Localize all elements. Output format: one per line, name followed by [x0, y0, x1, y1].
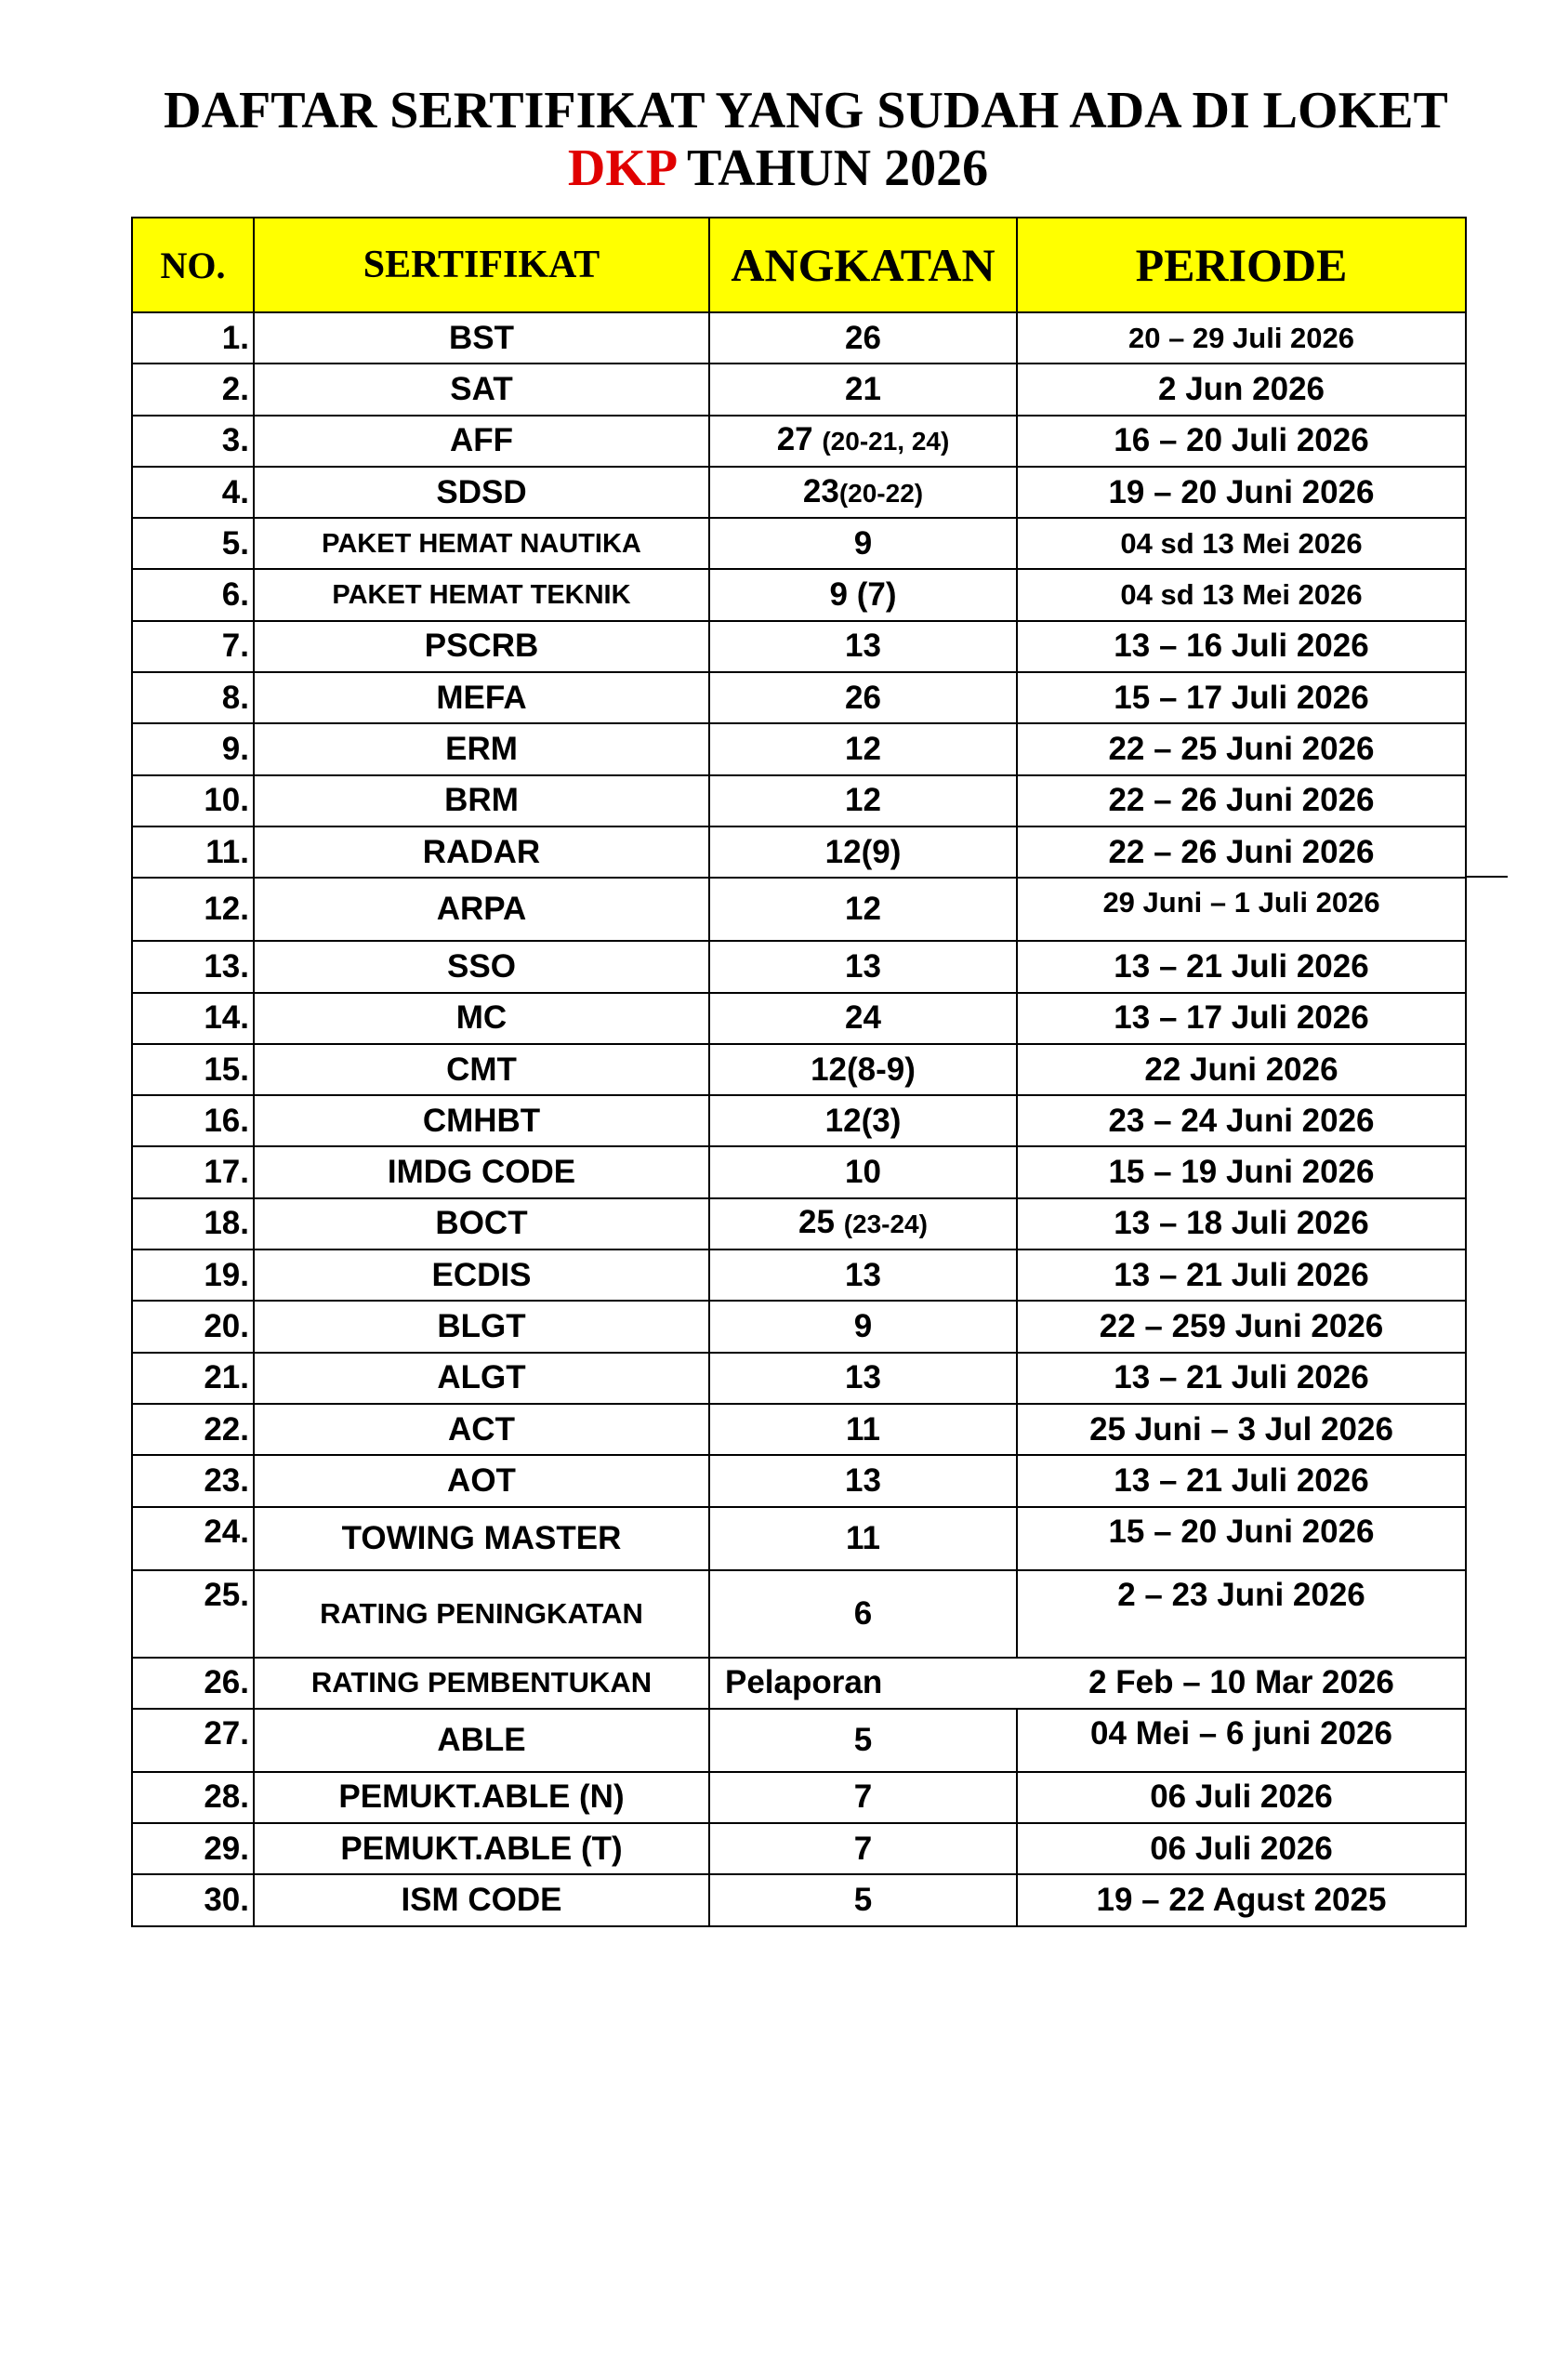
- cell-periode: 04 sd 13 Mei 2026: [1017, 569, 1466, 620]
- cell-periode: 25 Juni – 3 Jul 2026: [1017, 1404, 1466, 1455]
- cell-sertifikat: ECDIS: [254, 1250, 709, 1301]
- cell-sertifikat: ISM CODE: [254, 1874, 709, 1925]
- table-row: [132, 1455, 1466, 1506]
- cell-periode: 04 sd 13 Mei 2026: [1017, 518, 1466, 569]
- cell-sertifikat: SSO: [254, 941, 709, 992]
- angkatan-value: 7: [853, 1830, 873, 1867]
- header-periode: PERIODE: [1017, 218, 1466, 312]
- cell-periode: 06 Juli 2026: [1017, 1772, 1466, 1823]
- cell-no: 8.: [132, 672, 254, 723]
- cell-no: 9.: [132, 723, 254, 774]
- table-row: [132, 1570, 1466, 1658]
- angkatan-value: 13: [845, 947, 881, 985]
- cell-periode: 22 – 26 Juni 2026: [1017, 826, 1466, 878]
- cell-angkatan: [709, 1301, 1017, 1352]
- cell-no: 12.: [132, 878, 254, 941]
- cell-no: 26.: [132, 1658, 254, 1709]
- cell-angkatan: [709, 993, 1017, 1044]
- cell-no: 23.: [132, 1455, 254, 1506]
- angkatan-value: 5: [853, 1882, 873, 1919]
- cell-angkatan: [709, 1095, 1017, 1146]
- angkatan-value: 23: [802, 472, 839, 509]
- cell-angkatan: [709, 467, 1017, 518]
- angkatan-value: 27: [776, 421, 823, 458]
- angkatan-value: 13: [845, 1256, 881, 1293]
- cell-no: 3.: [132, 416, 254, 467]
- cell-no: 30.: [132, 1874, 254, 1925]
- angkatan-value: 5: [853, 1721, 873, 1758]
- cell-sertifikat: ABLE: [254, 1709, 709, 1772]
- cell-no: 20.: [132, 1301, 254, 1352]
- angkatan-value: 21: [845, 370, 881, 407]
- cell-angkatan: [709, 1709, 1017, 1772]
- cell-no: 22.: [132, 1404, 254, 1455]
- cell-angkatan: [709, 1455, 1017, 1506]
- angkatan-value: 12(9): [824, 833, 902, 870]
- cell-sertifikat: IMDG CODE: [254, 1146, 709, 1197]
- cell-angkatan: [709, 672, 1017, 723]
- cell-sertifikat: SDSD: [254, 467, 709, 518]
- cell-periode: 16 – 20 Juli 2026: [1017, 416, 1466, 467]
- cell-sertifikat: AFF: [254, 416, 709, 467]
- cell-periode: 13 – 21 Juli 2026: [1017, 1455, 1466, 1506]
- cell-no: 17.: [132, 1146, 254, 1197]
- cell-sertifikat: BST: [254, 312, 709, 364]
- cell-no: 11.: [132, 826, 254, 878]
- table-row: [132, 1044, 1466, 1095]
- table-row: [132, 826, 1466, 878]
- table-row: [132, 941, 1466, 992]
- table-row: [132, 1709, 1466, 1772]
- cell-angkatan: [709, 1570, 1017, 1658]
- table-row: [132, 569, 1466, 620]
- cell-angkatan: [709, 1658, 1017, 1709]
- cell-angkatan: [709, 1772, 1017, 1823]
- cell-no: 18.: [132, 1198, 254, 1250]
- cell-periode: 22 – 259 Juni 2026: [1017, 1301, 1466, 1352]
- table-row: [132, 1146, 1466, 1197]
- cell-angkatan: [709, 364, 1017, 415]
- angkatan-value: 6: [853, 1594, 873, 1632]
- table-row: [132, 1404, 1466, 1455]
- table-row: [132, 518, 1466, 569]
- table-header-row: [132, 218, 1466, 312]
- cell-angkatan: [709, 1044, 1017, 1095]
- cell-periode: 13 – 21 Juli 2026: [1017, 1353, 1466, 1404]
- cell-angkatan: [709, 1823, 1017, 1874]
- angkatan-value: 13: [845, 628, 881, 665]
- table-row: [132, 1250, 1466, 1301]
- cell-no: 28.: [132, 1772, 254, 1823]
- cell-sertifikat: TOWING MASTER: [254, 1507, 709, 1570]
- cell-sertifikat: BRM: [254, 775, 709, 826]
- table-row: [132, 1095, 1466, 1146]
- table-row: [132, 416, 1466, 467]
- cell-sertifikat: CMT: [254, 1044, 709, 1095]
- cell-no: 29.: [132, 1823, 254, 1874]
- table-row: [132, 1301, 1466, 1352]
- cell-angkatan: [709, 312, 1017, 364]
- angkatan-detail: (20-21, 24): [822, 427, 950, 456]
- cell-sertifikat: MEFA: [254, 672, 709, 723]
- angkatan-value: 26: [845, 679, 881, 716]
- header-no: NO.: [132, 218, 254, 312]
- cell-no: 15.: [132, 1044, 254, 1095]
- table-body: [132, 312, 1466, 1926]
- cell-periode: 15 – 17 Juli 2026: [1017, 672, 1466, 723]
- cell-sertifikat: CMHBT: [254, 1095, 709, 1146]
- table-row: [132, 1772, 1466, 1823]
- angkatan-value: 12(8-9): [811, 1051, 916, 1088]
- header-angkatan: ANGKATAN: [709, 218, 1017, 312]
- cell-no: 21.: [132, 1353, 254, 1404]
- cell-sertifikat: PAKET HEMAT TEKNIK: [254, 569, 709, 620]
- cell-sertifikat: ARPA: [254, 878, 709, 941]
- cell-periode: 04 Mei – 6 juni 2026: [1017, 1709, 1466, 1772]
- angkatan-value: 13: [845, 1461, 881, 1499]
- table-row: [132, 723, 1466, 774]
- angkatan-value: 24: [845, 999, 881, 1037]
- cell-no: 24.: [132, 1507, 254, 1570]
- table-row: [132, 1823, 1466, 1874]
- cell-periode: 22 – 25 Juni 2026: [1017, 723, 1466, 774]
- document-title-line1: DAFTAR SERTIFIKAT YANG SUDAH ADA DI LOKET: [164, 82, 1448, 139]
- table-row: [132, 312, 1466, 364]
- cell-angkatan: [709, 941, 1017, 992]
- cell-sertifikat: SAT: [254, 364, 709, 415]
- cell-angkatan: [709, 569, 1017, 620]
- cell-no: 14.: [132, 993, 254, 1044]
- cell-sertifikat: PEMUKT.ABLE (T): [254, 1823, 709, 1874]
- angkatan-value: 11: [846, 1519, 880, 1556]
- cell-angkatan: [709, 1250, 1017, 1301]
- table-row: [132, 364, 1466, 415]
- table-row: [132, 1507, 1466, 1570]
- cell-periode: 13 – 18 Juli 2026: [1017, 1198, 1466, 1250]
- cell-angkatan: [709, 1198, 1017, 1250]
- angkatan-detail: (23-24): [843, 1210, 928, 1239]
- angkatan-detail: (20-22): [838, 478, 924, 508]
- table-row: [132, 878, 1466, 941]
- cell-angkatan: [709, 1146, 1017, 1197]
- cell-sertifikat: PEMUKT.ABLE (N): [254, 1772, 709, 1823]
- cell-angkatan: [709, 1353, 1017, 1404]
- cell-periode: 15 – 19 Juni 2026: [1017, 1146, 1466, 1197]
- cell-no: 27.: [132, 1709, 254, 1772]
- cell-no: 16.: [132, 1095, 254, 1146]
- angkatan-value: 12(3): [824, 1102, 902, 1139]
- cell-angkatan: [709, 1874, 1017, 1925]
- stray-line: [1465, 876, 1508, 878]
- angkatan-value: 10: [845, 1154, 881, 1191]
- table-row: [132, 775, 1466, 826]
- cell-no: 13.: [132, 941, 254, 992]
- cell-periode: 06 Juli 2026: [1017, 1823, 1466, 1874]
- table-row: [132, 1198, 1466, 1250]
- cell-periode: 23 – 24 Juni 2026: [1017, 1095, 1466, 1146]
- cell-periode: 2 Feb – 10 Mar 2026: [1017, 1658, 1466, 1709]
- cell-sertifikat: ERM: [254, 723, 709, 774]
- cell-sertifikat: ACT: [254, 1404, 709, 1455]
- cell-periode: 15 – 20 Juni 2026: [1017, 1507, 1466, 1570]
- cell-periode: 22 Juni 2026: [1017, 1044, 1466, 1095]
- title-dkp: DKP: [567, 139, 676, 197]
- cell-periode: 13 – 21 Juli 2026: [1017, 941, 1466, 992]
- cell-sertifikat: RATING PENINGKATAN: [254, 1570, 709, 1658]
- cell-no: 19.: [132, 1250, 254, 1301]
- cell-no: 6.: [132, 569, 254, 620]
- document-title-line2: [0, 139, 1556, 197]
- cell-angkatan: [709, 775, 1017, 826]
- angkatan-value: 13: [845, 1359, 881, 1396]
- cell-no: 5.: [132, 518, 254, 569]
- cell-sertifikat: PAKET HEMAT NAUTIKA: [254, 518, 709, 569]
- cell-angkatan: [709, 416, 1017, 467]
- cell-periode: 13 – 21 Juli 2026: [1017, 1250, 1466, 1301]
- cell-periode: 2 – 23 Juni 2026: [1017, 1570, 1466, 1658]
- angkatan-value: 12: [845, 731, 881, 768]
- table-row: [132, 467, 1466, 518]
- cell-sertifikat: BLGT: [254, 1301, 709, 1352]
- angkatan-value: 7: [853, 1778, 873, 1816]
- cell-angkatan: [709, 518, 1017, 569]
- cell-angkatan: [709, 826, 1017, 878]
- cell-sertifikat: BOCT: [254, 1198, 709, 1250]
- angkatan-value: Pelaporan: [725, 1664, 883, 1701]
- cell-periode: 19 – 22 Agust 2025: [1017, 1874, 1466, 1925]
- certificate-table: [131, 217, 1467, 1927]
- table-row: [132, 993, 1466, 1044]
- angkatan-value: 11: [846, 1410, 880, 1448]
- cell-periode: 22 – 26 Juni 2026: [1017, 775, 1466, 826]
- table-row: [132, 1353, 1466, 1404]
- cell-angkatan: [709, 723, 1017, 774]
- cell-periode: 20 – 29 Juli 2026: [1017, 312, 1466, 364]
- cell-no: 7.: [132, 621, 254, 672]
- cell-sertifikat: AOT: [254, 1455, 709, 1506]
- angkatan-value: 9 (7): [829, 576, 897, 614]
- cell-sertifikat: RADAR: [254, 826, 709, 878]
- cell-no: 4.: [132, 467, 254, 518]
- cell-angkatan: [709, 621, 1017, 672]
- cell-angkatan: [709, 1507, 1017, 1570]
- cell-no: 25.: [132, 1570, 254, 1658]
- angkatan-value: 25: [798, 1204, 844, 1241]
- title-year: TAHUN 2026: [675, 139, 989, 197]
- cell-periode: 13 – 17 Juli 2026: [1017, 993, 1466, 1044]
- cell-sertifikat: MC: [254, 993, 709, 1044]
- cell-sertifikat: RATING PEMBENTUKAN: [254, 1658, 709, 1709]
- cell-sertifikat: PSCRB: [254, 621, 709, 672]
- cell-sertifikat: ALGT: [254, 1353, 709, 1404]
- table-row: [132, 621, 1466, 672]
- table-row: [132, 1658, 1466, 1709]
- angkatan-value: 9: [853, 524, 873, 562]
- cell-periode: 13 – 16 Juli 2026: [1017, 621, 1466, 672]
- cell-angkatan: [709, 878, 1017, 941]
- header-sertifikat: SERTIFIKAT: [254, 218, 709, 312]
- cell-periode: 29 Juni – 1 Juli 2026: [1017, 878, 1466, 941]
- angkatan-value: 9: [853, 1307, 873, 1344]
- angkatan-value: 12: [845, 891, 881, 928]
- cell-periode: 2 Jun 2026: [1017, 364, 1466, 415]
- cell-no: 10.: [132, 775, 254, 826]
- cell-no: 2.: [132, 364, 254, 415]
- table-row: [132, 672, 1466, 723]
- cell-periode: 19 – 20 Juni 2026: [1017, 467, 1466, 518]
- angkatan-value: 26: [845, 319, 881, 356]
- cell-no: 1.: [132, 312, 254, 364]
- angkatan-value: 12: [845, 782, 881, 819]
- cell-angkatan: [709, 1404, 1017, 1455]
- table-row: [132, 1874, 1466, 1925]
